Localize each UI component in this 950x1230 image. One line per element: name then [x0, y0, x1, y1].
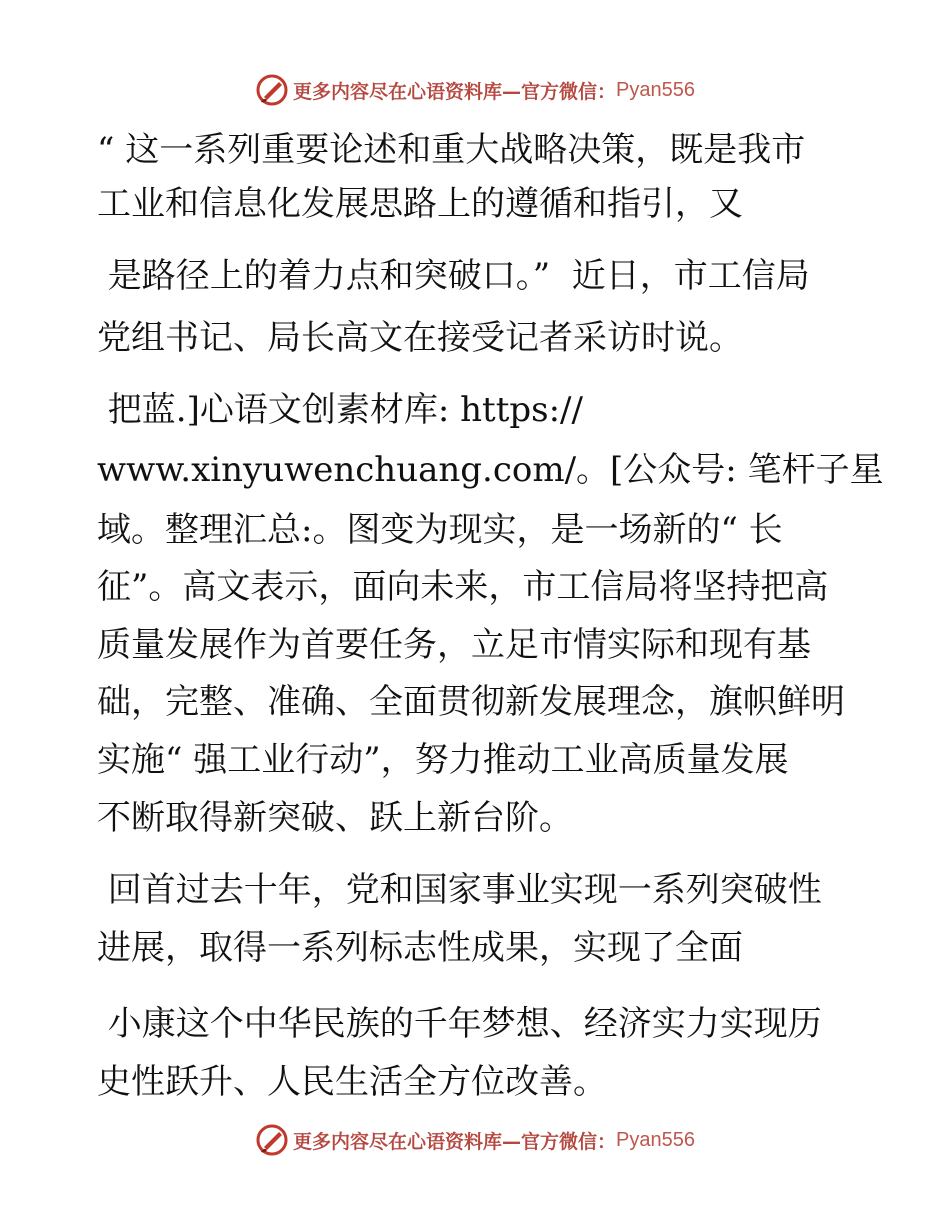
brush-logo-icon: [255, 1123, 289, 1157]
text-line: 回首过去十年，党和国家事业实现一系列突破性: [97, 870, 822, 910]
text-line: 质量发展作为首要任务，立足市情实际和现有基: [97, 625, 811, 665]
text-line: 域。整理汇总:。图变为现实，是一场新的“ 长: [97, 510, 783, 550]
text-line: 进展，取得一系列标志性成果，实现了全面: [97, 928, 743, 968]
text-line: 小康这个中华民族的千年梦想、经济实力实现历: [97, 1004, 822, 1044]
brush-logo-icon: [255, 73, 289, 107]
text-line: 不断取得新突破、跃上新台阶。: [97, 798, 573, 838]
banner-wechat-id: Pyan556: [616, 1128, 695, 1151]
text-line: www.xinyuwenchuang.com/。[公众号: 笔杆子星: [97, 450, 884, 490]
text-line: “ 这一系列重要论述和重大战略决策，既是我市: [97, 130, 806, 170]
text-line: 工业和信息化发展思路上的遵循和指引，又: [97, 184, 743, 224]
text-line: 党组书记、局长高文在接受记者采访时说。: [97, 318, 743, 358]
banner-main-text: 更多内容尽在心语资料库—: [293, 80, 522, 103]
header-watermark-banner: [0, 70, 950, 110]
text-line: 是路径上的着力点和突破口。” 近日，市工信局: [97, 256, 810, 296]
text-line: 征”。高文表示，面向未来，市工信局将坚持把高: [97, 567, 829, 607]
footer-watermark-banner: [0, 1120, 950, 1160]
text-line: 史性跃升、人民生活全方位改善。: [97, 1062, 607, 1102]
banner-official-label: 官方微信：: [521, 1130, 617, 1153]
banner-main-text: 更多内容尽在心语资料库—: [293, 1130, 522, 1153]
banner-official-label: 官方微信：: [521, 80, 617, 103]
text-line: 实施“ 强工业行动”，努力推动工业高质量发展: [97, 740, 789, 780]
banner-wechat-id: Pyan556: [616, 78, 695, 101]
text-line: 把蓝.]心语文创素材库: https://: [97, 390, 583, 430]
text-line: 础，完整、准确、全面贯彻新发展理念，旗帜鲜明: [97, 682, 845, 722]
